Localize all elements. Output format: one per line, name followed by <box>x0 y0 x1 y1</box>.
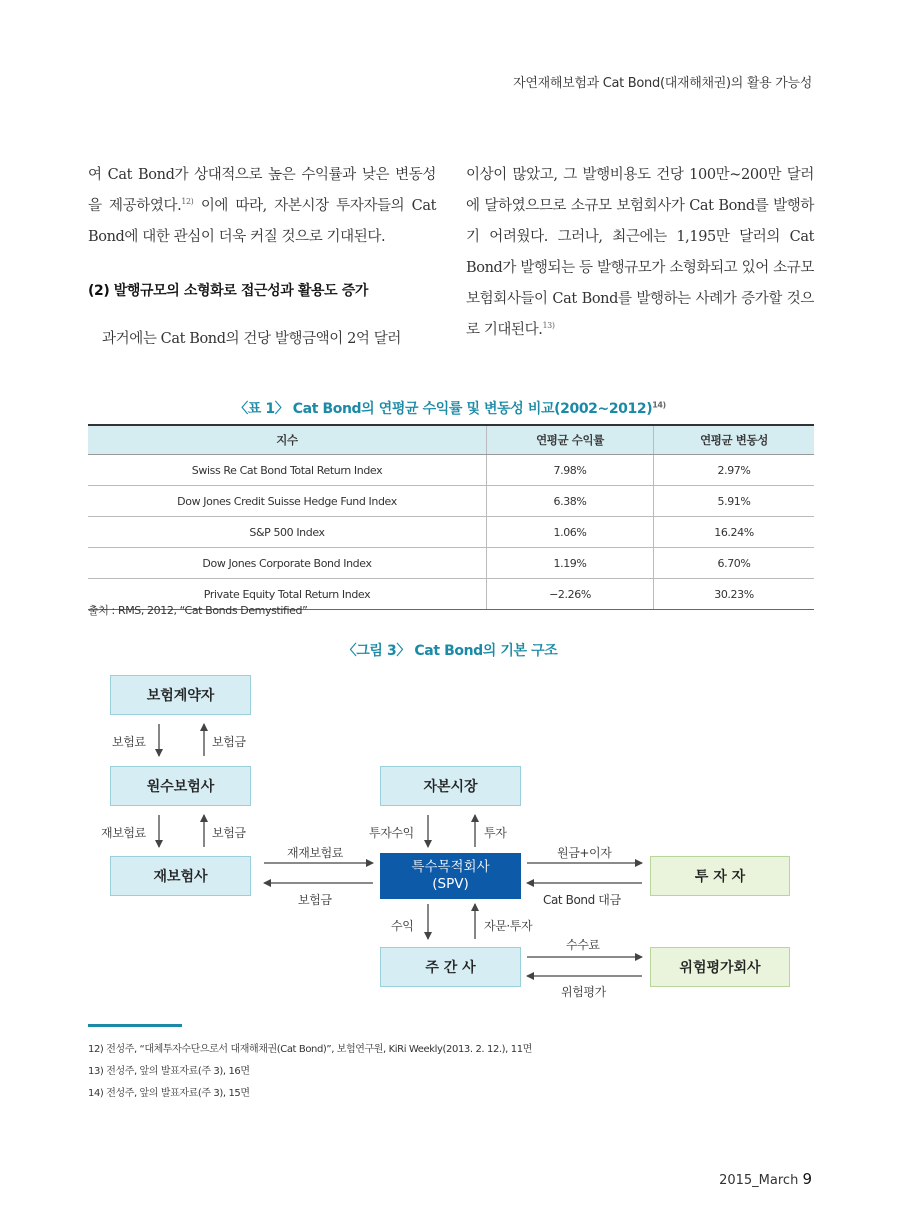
table-source: 출처 : RMS, 2012, “Cat Bonds Demystified” <box>88 604 308 617</box>
page-footer <box>719 1170 812 1188</box>
footnote-13: 13) 전성주, 앞의 발표자료(주 3), 16면 <box>88 1066 250 1077</box>
issue-label: 2015_March <box>719 1173 799 1188</box>
left-paragraph-2: 과거에는 Cat Bond의 건당 발행금액이 2억 달러 <box>102 331 401 347</box>
label-claim3: 보험금 <box>298 893 332 907</box>
footnote-rule <box>88 1024 182 1027</box>
label-revenue: 수익 <box>391 919 414 933</box>
table-row: S&P 500 Index 1.06% 16.24% <box>88 517 814 548</box>
label-risk-assessment: 위험평가 <box>561 985 606 999</box>
page-number: 9 <box>802 1170 812 1188</box>
section-subheading: (2) 발행규모의 소형화로 접근성과 활용도 증가 <box>88 283 368 299</box>
box-reinsurer: 재보험사 <box>110 856 251 896</box>
label-fee: 수수료 <box>566 938 600 952</box>
figure-title: 〈그림 3〉 Cat Bond의 기본 구조 <box>342 643 558 659</box>
box-investor: 투 자 자 <box>650 856 790 896</box>
footnote-ref-12[interactable]: 12) <box>181 197 194 207</box>
box-policyholder: 보험계약자 <box>110 675 251 715</box>
box-rating-agency: 위험평가회사 <box>650 947 790 987</box>
col-header-index: 지수 <box>88 425 487 455</box>
box-arranger: 주 간 사 <box>380 947 521 987</box>
table-row: Dow Jones Credit Suisse Hedge Fund Index 6.38% 5.91% <box>88 486 814 517</box>
label-claim1: 보험금 <box>212 735 246 749</box>
left-paragraph-1: 여 Cat Bond가 상대적으로 높은 수익률과 낮은 변동성을 제공하였다.$^{12)}$ 이에 따라, 자본시장 투자자들의 Cat Bond에 대한 관심이 더욱 커질 것으로 기대된다. <box>88 167 436 245</box>
footnote-12: 12) 전성주, “대체투자수단으로서 대재해채권(Cat Bond)”, 보험연구원, KiRi Weekly(2013. 2. 12.), 11면 <box>88 1044 532 1055</box>
label-retro-premium: 재재보험료 <box>287 846 343 860</box>
label-premium: 보험료 <box>112 735 146 749</box>
box-spv: 특수목적회사 (SPV) <box>380 853 521 899</box>
col-header-volatility: 연평균 변동성 <box>654 425 815 455</box>
col-header-return: 연평균 수익률 <box>487 425 654 455</box>
table-row: Private Equity Total Return Index −2.26% 30.23% <box>88 579 814 610</box>
label-reins-premium: 재보험료 <box>101 826 146 840</box>
footnote-ref-13[interactable]: 13) <box>542 321 555 331</box>
table-row: Dow Jones Corporate Bond Index 1.19% 6.70% <box>88 548 814 579</box>
label-investment-return: 투자수익 <box>369 826 414 840</box>
table-row: Swiss Re Cat Bond Total Return Index 7.98% 2.97% <box>88 455 814 486</box>
box-primary-insurer: 원수보험사 <box>110 766 251 806</box>
label-claim2: 보험금 <box>212 826 246 840</box>
running-header: 자연재해보험과 Cat Bond(대재해채권)의 활용 가능성 <box>513 76 812 91</box>
table-title: 〈표 1〉 Cat Bond의 연평균 수익률 및 변동성 비교(2002~2012)$^{14)}$ <box>234 400 666 417</box>
footnote-14: 14) 전성주, 앞의 발표자료(주 3), 15면 <box>88 1088 250 1099</box>
right-paragraph: 이상이 많았고, 그 발행비용도 건당 100만~200만 달러에 달하였으므로 소규모 보험회사가 Cat Bond를 발행하기 어려웠다. 그러나, 최근에는 1,195만 달러의 Cat Bond가 발행되는 등 발행규모가 소형화되고 있어 소규모 보험회사들이 Cat Bond를 발행하는 사례가 증가할 것으로 기대된다.$^{13)}$ <box>466 167 814 338</box>
label-cat-bond-payment: Cat Bond 대금 <box>543 893 621 907</box>
label-investment: 투자 <box>484 826 507 840</box>
label-principal-interest: 원금+이자 <box>557 846 612 860</box>
label-advisory: 자문·투자 <box>484 919 533 933</box>
box-capital-market: 자본시장 <box>380 766 521 806</box>
footnote-ref-14[interactable]: 14) <box>652 400 666 410</box>
